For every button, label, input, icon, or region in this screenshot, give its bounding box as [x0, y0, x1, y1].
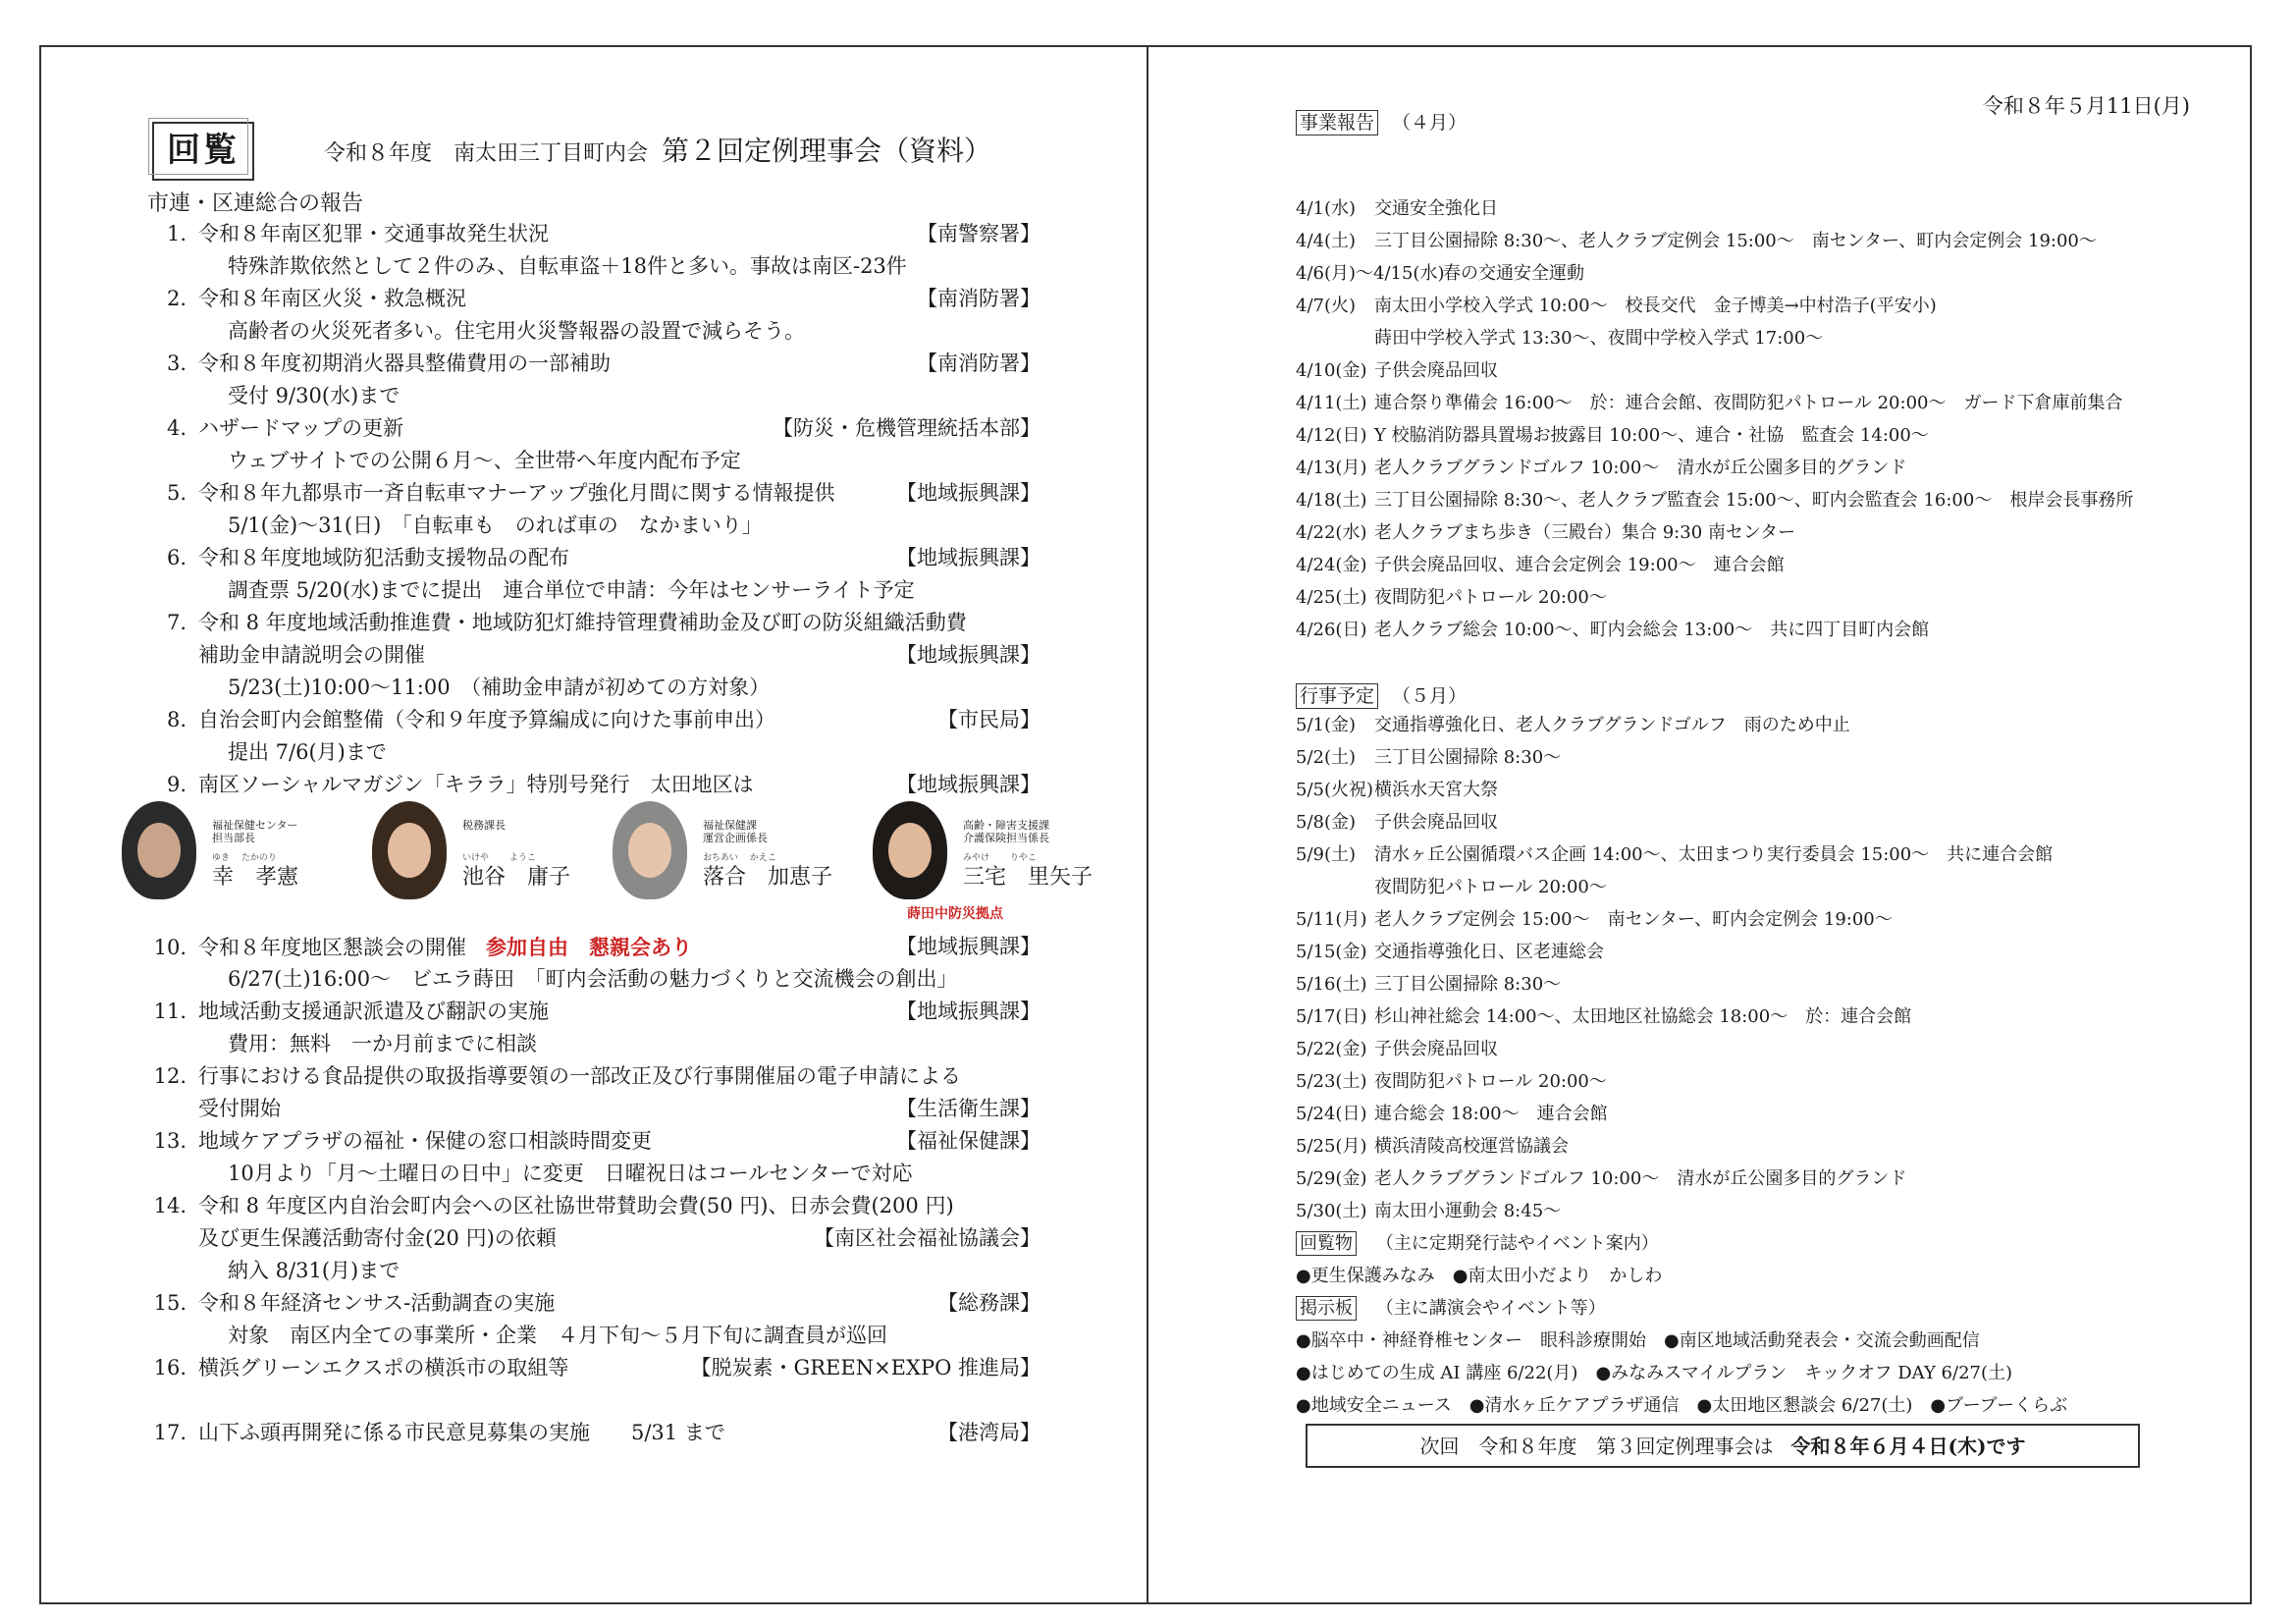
schedule-row: [1296, 1098, 2179, 1130]
item-detail: [147, 672, 1041, 704]
item-detail-text: 納入 8/31(月)まで: [228, 1259, 400, 1282]
schedule-row: [1296, 354, 2179, 387]
item-detail: [147, 574, 1041, 607]
item-text: 南区ソーシャルマガジン「キララ」特別号発行 太田地区は: [198, 773, 754, 796]
item-text: 令和８年九都県市一斉自転車マナーアップ強化月間に関する情報提供: [198, 481, 835, 505]
item-continuation-text: 受付開始: [198, 1097, 281, 1120]
schedule-date: 5/24(日): [1296, 1104, 1367, 1124]
item-text: ハザードマップの更新: [198, 416, 404, 440]
schedule-date: 5/22(金): [1296, 1039, 1367, 1059]
schedule-text: 連合祭り準備会 16:00～ 於：連合会館、夜間防犯パトロール 20:00～ ガード下倉庫前集合: [1374, 393, 2123, 413]
schedule-text: 夜間防犯パトロール 20:00～: [1374, 877, 1607, 897]
schedule-text: 杉山神社総会 14:00～、太田地区社協総会 18:00～ 於：連合会館: [1374, 1006, 1912, 1027]
schedule-text: 横浜水天宮大祭: [1374, 780, 1498, 800]
document-date: 令和８年５月11日(月): [1982, 94, 2190, 118]
list-item: [147, 1060, 1041, 1093]
item-source: 【南区社会福祉協議会】: [814, 1226, 1041, 1250]
item-text: 地域活動支援通訳派遣及び翻訳の実施: [198, 1000, 549, 1023]
item-detail: [147, 736, 1041, 769]
schedule-date: 5/15(金): [1296, 942, 1367, 962]
item-source: 【脱炭素・GREEN×EXPO 推進局】: [690, 1356, 1041, 1380]
schedule-text: 横浜清陵高校運営協議会: [1374, 1136, 1569, 1157]
schedule-text: 子供会廃品回収: [1374, 1039, 1498, 1059]
person-face: [137, 823, 181, 878]
schedule-row: [1296, 806, 2179, 839]
item-source: 【港湾局】: [937, 1421, 1041, 1444]
list-item: [147, 769, 1041, 801]
schedule-row: [1296, 1163, 2179, 1195]
disaster-hub-label: 蒔田中防災拠点: [907, 906, 1003, 922]
schedule-row: [1296, 484, 2179, 516]
plan-month: （５月）: [1392, 685, 1468, 707]
schedule-date: 4/25(土): [1296, 587, 1367, 608]
schedule-row: [1296, 1033, 2179, 1065]
item-detail-text: 費用：無料 一か月前までに相談: [228, 1032, 537, 1055]
item-detail-text: 高齢者の火災死者多い。住宅用火災警報器の設置で減らそう。: [228, 319, 805, 343]
item-text: 自治会町内会館整備（令和９年度予算編成に向けた事前申出）: [198, 708, 775, 731]
board-line: ●脳卒中・神経脊椎センター 眼科診療開始 ●南区地域活動発表会・交流会動画配信: [1296, 1330, 1980, 1351]
board-note: （主に講演会やイベント等）: [1375, 1298, 1606, 1319]
schedule-text: 交通指導強化日、区老連総会: [1374, 942, 1604, 962]
item-number: 10.: [153, 936, 187, 959]
item-source: 【防災・危機管理統括本部】: [773, 416, 1041, 440]
schedule-row: [1296, 1195, 2179, 1227]
item-detail: [147, 445, 1041, 477]
item-text: 行事における食品提供の取扱指導要領の一部改正及び行事開催届の電子申請による: [198, 1064, 961, 1088]
schedule-row: [1296, 322, 2179, 354]
person-name: 落合 加恵子: [703, 865, 833, 890]
item-source: 【南消防署】: [917, 287, 1041, 310]
item-detail: [147, 1320, 1041, 1352]
report-month: （４月）: [1392, 112, 1468, 134]
list-item: [147, 1417, 1041, 1449]
item-detail: [147, 315, 1041, 348]
plan-label: 行事予定: [1296, 683, 1378, 709]
item-continuation-text: 及び更生保護活動寄付金(20 円)の依頼: [198, 1226, 557, 1250]
item-source: 【福祉保健課】: [896, 1129, 1041, 1153]
schedule-date: 5/11(月): [1296, 909, 1367, 930]
list-item: [147, 704, 1041, 736]
circulars-label: 回覧物: [1296, 1231, 1357, 1256]
item-detail: [147, 1028, 1041, 1060]
item-source: 【地域振興課】: [896, 773, 1041, 796]
report-schedule: [1296, 192, 2179, 646]
schedule-text: 子供会廃品回収: [1374, 812, 1498, 833]
circulars-note: （主に定期発行誌やイベント案内）: [1375, 1233, 1659, 1254]
person-face: [888, 823, 932, 878]
item-source: 【総務課】: [937, 1291, 1041, 1315]
list-item: [147, 412, 1041, 445]
item-detail-text: ウェブサイトでの公開６月～、全世帯へ年度内配布予定: [228, 449, 741, 472]
item-detail-text: 受付 9/30(水)まで: [228, 384, 400, 407]
schedule-date: 4/13(月): [1296, 458, 1367, 478]
person-name-ruby: みやけ りやこ: [963, 853, 1037, 863]
schedule-text: 子供会廃品回収: [1374, 360, 1498, 381]
schedule-date: 5/23(土): [1296, 1071, 1367, 1092]
item-detail: [147, 380, 1041, 412]
item-text: 山下ふ頭再開発に係る市民意見募集の実施 5/31 まで: [198, 1421, 725, 1444]
person-photo: [873, 801, 947, 899]
schedule-date: 4/7(火): [1296, 296, 1357, 316]
list-item: [147, 996, 1041, 1028]
item-continuation-text: 補助金申請説明会の開催: [198, 643, 425, 667]
report-heading: [1296, 108, 1467, 135]
item-number: 15.: [153, 1291, 187, 1315]
section-heading: 市連・区連総合の報告: [147, 191, 364, 216]
schedule-date: 4/11(土): [1296, 393, 1367, 413]
schedule-row: [1296, 903, 2179, 936]
schedule-row: [1296, 741, 2179, 774]
item-number: 13.: [153, 1129, 187, 1153]
item-detail-text: 特殊詐欺依然として２件のみ、自転車盗＋18件と多い。事故は南区-23件: [228, 254, 907, 278]
schedule-date: 5/17(日): [1296, 1006, 1367, 1027]
report-items-part1: [147, 218, 1041, 801]
person-title: 高齢・障害支援課 介護保険担当係長: [963, 819, 1049, 844]
item-text: 横浜グリーンエクスポの横浜市の取組等: [198, 1356, 569, 1380]
schedule-text: 南太田小運動会 8:45～: [1374, 1201, 1562, 1221]
item-highlight: 参加自由 懇親会あり: [486, 935, 692, 959]
item-number: 5.: [166, 481, 187, 505]
item-number: 2.: [166, 287, 187, 310]
person-title: 税務課長: [462, 819, 506, 832]
schedule-date: 4/4(土): [1296, 231, 1357, 251]
item-text: 令和 8 年度地域活動推進費・地域防犯灯維持管理費補助金及び町の防災組織活動費: [198, 611, 967, 634]
schedule-date: 5/5(火祝): [1296, 780, 1374, 800]
schedule-date: 4/1(水): [1296, 198, 1357, 219]
schedule-text: 三丁目公園掃除 8:30～、老人クラブ定例会 15:00～ 南センター、町内会定例会 19:00～: [1374, 231, 2097, 251]
item-number: 16.: [153, 1356, 187, 1380]
item-source: 【市民局】: [937, 708, 1041, 731]
schedule-date: 4/6(月)～4/15(水): [1296, 263, 1445, 284]
item-text: 令和８年度地区懇談会の開催: [198, 936, 466, 959]
schedule-text: 三丁目公園掃除 8:30～、老人クラブ監査会 15:00～、町内会監査会 16:00～ 根岸会長事務所: [1374, 490, 2134, 511]
list-item: [147, 1190, 1041, 1222]
item-text: 地域ケアプラザの福祉・保健の窓口相談時間変更: [198, 1129, 652, 1153]
schedule-row: [1296, 257, 2179, 290]
item-continuation: [147, 639, 1041, 672]
person-name: 三宅 里矢子: [963, 865, 1094, 890]
plan-heading: [1296, 681, 1467, 708]
item-source: 【南消防署】: [917, 352, 1041, 375]
schedule-row: [1296, 709, 2179, 741]
board-line: ●はじめての生成 AI 講座 6/22(月) ●みなみスマイルプラン キックオフ DAY 6/27(土): [1296, 1363, 2013, 1383]
next-meeting-box: [1306, 1424, 2140, 1468]
person-title: 福祉保健課 運営企画係長: [703, 819, 768, 844]
schedule-date: 5/30(土): [1296, 1201, 1367, 1221]
schedule-row: [1296, 871, 2179, 903]
list-item: [147, 283, 1041, 315]
schedule-row: [1296, 1130, 2179, 1163]
item-detail-text: 10月より「月～土曜日の日中」に変更 日曜祝日はコールセンターで対応: [228, 1162, 913, 1185]
schedule-row: [1296, 1065, 2179, 1098]
person-title: 福祉保健センター 担当部長: [212, 819, 298, 844]
list-item: [147, 931, 1041, 963]
report-items: [147, 218, 1094, 1449]
list-item: [147, 348, 1041, 380]
item-number: 4.: [166, 416, 187, 440]
schedule-row: [1296, 1001, 2179, 1033]
item-source: 【地域振興課】: [896, 935, 1041, 958]
person-name: 幸 孝憲: [212, 865, 299, 890]
item-source: 【地域振興課】: [896, 643, 1041, 667]
list-item: [147, 1287, 1041, 1320]
schedule-row: [1296, 581, 2179, 614]
schedule-row: [1296, 290, 2179, 322]
board-line: ●地域安全ニュース ●清水ヶ丘ケアプラザ通信 ●太田地区懇談会 6/27(土) ●ブーブーくらぶ: [1296, 1395, 2068, 1416]
schedule-text: 子供会廃品回収、連合会定例会 19:00～ 連合会館: [1374, 555, 1785, 575]
schedule-date: 5/9(土): [1296, 844, 1357, 865]
item-text: 令和８年度地域防犯活動支援物品の配布: [198, 546, 569, 569]
board-heading: [1296, 1292, 2179, 1325]
item-number: 11.: [153, 1000, 187, 1023]
person-name-ruby: おちあい かえこ: [703, 853, 776, 863]
schedule-text: 清水ヶ丘公園循環バス企画 14:00～、太田まつり実行委員会 15:00～ 共に連合会館: [1374, 844, 2054, 865]
item-source: 【地域振興課】: [896, 1000, 1041, 1023]
schedule-text: 南太田小学校入学式 10:00～ 校長交代 金子博美→中村浩子(平安小): [1374, 296, 1937, 316]
next-meeting-prefix: 次回 令和８年度 第３回定例理事会は: [1419, 1434, 1774, 1458]
schedule-date: 4/24(金): [1296, 555, 1367, 575]
item-source: 【生活衛生課】: [896, 1097, 1041, 1120]
schedule-text: 春の交通安全運動: [1443, 263, 1584, 284]
item-text: 令和８年経済センサス-活動調査の実施: [198, 1291, 556, 1315]
circulars-items: ●更生保護みなみ ●南太田小だより かしわ: [1296, 1266, 1663, 1286]
schedule-text: 交通指導強化日、老人クラブグランドゴルフ 雨のため中止: [1374, 715, 1850, 735]
schedule-row: [1296, 225, 2179, 257]
item-text: 令和８年度初期消火器具整備費用の一部補助: [198, 352, 611, 375]
item-source: 【南警察署】: [917, 222, 1041, 245]
item-number: 14.: [153, 1194, 187, 1217]
schedule-row: [1296, 968, 2179, 1001]
list-item: [147, 1125, 1041, 1158]
plan-schedule: [1296, 709, 2179, 1227]
schedule-row: [1296, 614, 2179, 646]
schedule-date: 4/10(金): [1296, 360, 1367, 381]
item-text: 令和８年南区火災・救急概況: [198, 287, 466, 310]
person-name-ruby: いけや ようこ: [462, 853, 536, 863]
document-title: [324, 130, 991, 169]
person-photo: [613, 801, 687, 899]
schedule-row: [1296, 192, 2179, 225]
schedule-date: 5/8(金): [1296, 812, 1357, 833]
item-number: 7.: [166, 611, 187, 634]
item-detail-text: 5/23(土)10:00～11:00 （補助金申請が初めての方対象）: [228, 676, 771, 699]
schedule-date: 5/2(土): [1296, 747, 1357, 768]
schedule-row: [1296, 549, 2179, 581]
person-face: [388, 823, 431, 878]
schedule-row: [1296, 452, 2179, 484]
item-detail-text: 調査票 5/20(水)までに提出 連合単位で申請：今年はセンサーライト予定: [228, 578, 915, 602]
person-photo: [122, 801, 196, 899]
schedule-text: 夜間防犯パトロール 20:00～: [1374, 1071, 1607, 1092]
item-detail-text: 提出 7/6(月)まで: [228, 740, 387, 764]
schedule-text: 老人クラブまち歩き（三殿台）集合 9:30 南センター: [1374, 522, 1796, 543]
schedule-row: [1296, 774, 2179, 806]
schedule-date: 4/22(水): [1296, 522, 1367, 543]
schedule-date: 4/18(土): [1296, 490, 1367, 511]
item-number: 6.: [166, 546, 187, 569]
list-item: [147, 477, 1041, 510]
circulars-section: [1296, 1227, 2179, 1422]
schedule-row: [1296, 387, 2179, 419]
next-meeting-date: 令和８年６月４日(木)です: [1790, 1434, 2026, 1458]
schedule-text: 蒔田中学校入学式 13:30～、夜間中学校入学式 17:00～: [1374, 328, 1824, 349]
item-detail: [147, 250, 1041, 283]
title-main: 第２回定例理事会（資料）: [662, 135, 992, 167]
schedule-text: 老人クラブグランドゴルフ 10:00～ 清水が丘公園多目的グランド: [1374, 1168, 1907, 1189]
schedule-text: Y 校脇消防器具置場お披露目 10:00～、連合・社協 監査会 14:00～: [1374, 425, 1929, 446]
item-continuation: [147, 1093, 1041, 1125]
list-item: [147, 218, 1041, 250]
item-number: 9.: [166, 773, 187, 796]
item-source: 【地域振興課】: [896, 481, 1041, 505]
item-number: 1.: [166, 222, 187, 245]
item-detail-text: 6/27(土)16:00～ ビエラ蒔田 「町内会活動の魅力づくりと交流機会の創出」: [228, 967, 958, 991]
schedule-row: [1296, 936, 2179, 968]
schedule-date: 5/16(土): [1296, 974, 1367, 995]
schedule-text: 老人クラブグランドゴルフ 10:00～ 清水が丘公園多目的グランド: [1374, 458, 1907, 478]
item-detail: [147, 510, 1041, 542]
schedule-text: 連合総会 18:00～ 連合会館: [1374, 1104, 1608, 1124]
schedule-text: 老人クラブ総会 10:00～、町内会総会 13:00～ 共に四丁目町内会館: [1374, 620, 1930, 640]
item-number: 3.: [166, 352, 187, 375]
schedule-text: 夜間防犯パトロール 20:00～: [1374, 587, 1607, 608]
person-name-ruby: ゆき たかのり: [212, 853, 277, 863]
item-detail: [147, 963, 1041, 996]
item-detail: [147, 1158, 1041, 1190]
item-number: 12.: [153, 1064, 187, 1088]
report-label: 事業報告: [1296, 110, 1378, 135]
item-text: 令和 8 年度区内自治会町内会への区社協世帯賛助会費(50 円)、日赤会費(200 円): [198, 1194, 954, 1217]
schedule-text: 三丁目公園掃除 8:30～: [1374, 974, 1562, 995]
list-item: [147, 542, 1041, 574]
title-prefix: 令和８年度 南太田三丁目町内会: [324, 141, 649, 166]
item-continuation: [147, 1222, 1041, 1255]
schedule-date: 4/26(日): [1296, 620, 1367, 640]
item-detail-text: 対象 南区内全ての事業所・企業 ４月下旬～５月下旬に調査員が巡回: [228, 1324, 887, 1347]
schedule-text: 三丁目公園掃除 8:30～: [1374, 747, 1562, 768]
schedule-row: [1296, 516, 2179, 549]
person-face: [628, 823, 671, 878]
person-photo: [372, 801, 447, 899]
board-label: 掲示板: [1296, 1296, 1357, 1321]
list-item: [147, 607, 1041, 639]
schedule-date: 5/1(金): [1296, 715, 1357, 735]
item-detail: [147, 1255, 1041, 1287]
report-items-part2: [147, 931, 1041, 1384]
schedule-date: 5/29(金): [1296, 1168, 1367, 1189]
schedule-date: 4/12(日): [1296, 425, 1367, 446]
item-number: 17.: [153, 1421, 187, 1444]
schedule-date: 5/25(月): [1296, 1136, 1367, 1157]
schedule-text: 老人クラブ定例会 15:00～ 南センター、町内会定例会 19:00～: [1374, 909, 1893, 930]
schedule-row: [1296, 839, 2179, 871]
item-source: 【地域振興課】: [896, 546, 1041, 569]
staff-photos: [122, 801, 1103, 931]
person-name: 池谷 庸子: [462, 865, 571, 890]
item-text: 令和８年南区犯罪・交通事故発生状況: [198, 222, 549, 245]
item-detail-text: 5/1(金)～31(日) 「自転車も のれば車の なかまいり」: [228, 514, 763, 537]
item-number: 8.: [166, 708, 187, 731]
list-item: [147, 1352, 1041, 1384]
schedule-row: [1296, 419, 2179, 452]
circulars-heading: [1296, 1227, 2179, 1260]
schedule-text: 交通安全強化日: [1374, 198, 1498, 219]
circulation-stamp: 回覧: [152, 122, 254, 181]
